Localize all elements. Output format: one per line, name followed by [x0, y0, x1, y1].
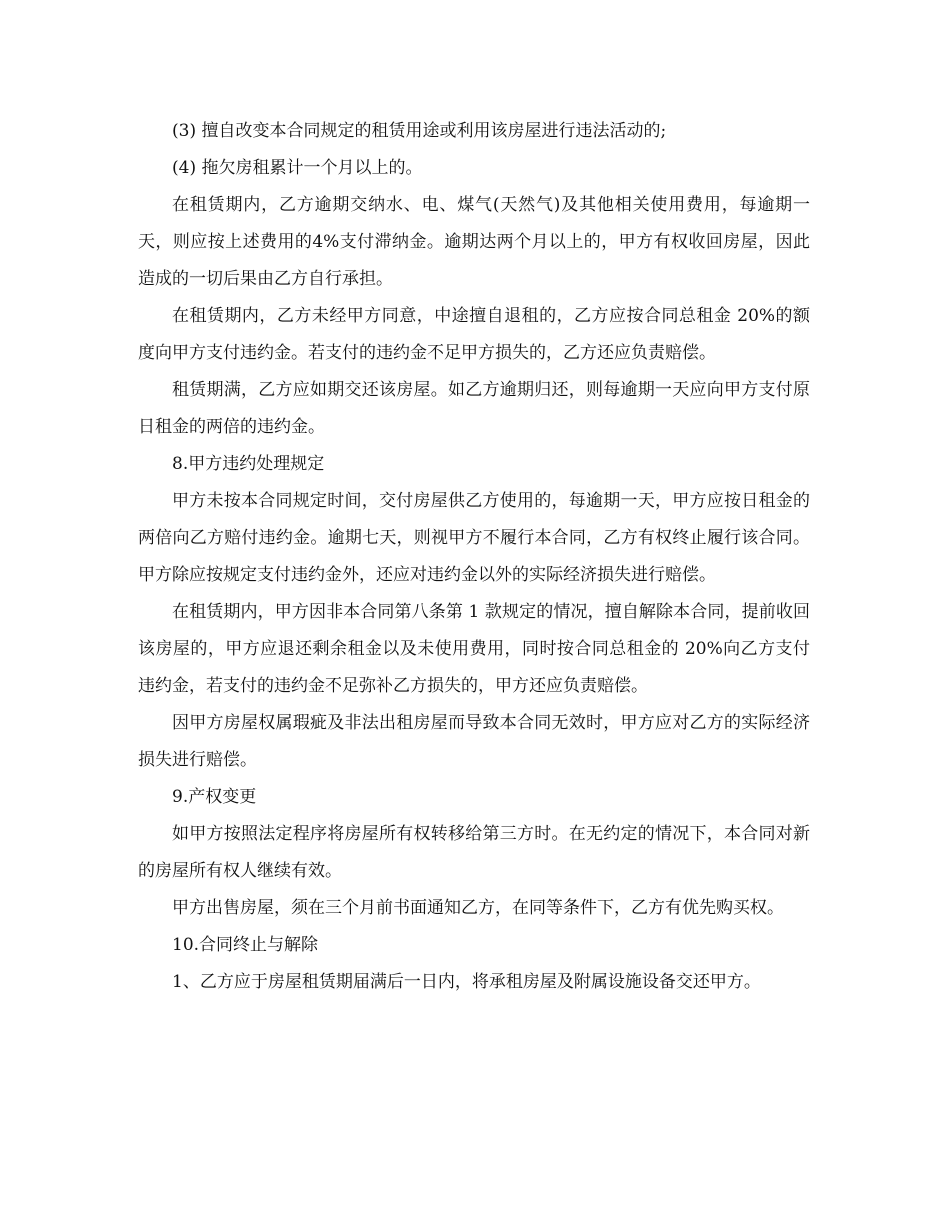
clause-3: (3) 擅自改变本合同规定的租赁用途或利用该房屋进行违法活动的;	[172, 121, 667, 141]
section-heading-9: 9.产权变更	[172, 787, 257, 807]
section-heading-10: 10.合同终止与解除	[172, 935, 319, 955]
paragraph-early-termination-tenant: 在租赁期内，乙方未经甲方同意，中途擅自退租的，乙方应按合同总租金 20%的额度向甲方支付违约金。若支付的违约金不足甲方损失的，乙方还应负责赔偿。	[138, 306, 810, 363]
paragraph-lease-expiry-return: 租赁期满，乙方应如期交还该房屋。如乙方逾期归还，则每逾期一天应向甲方支付原日租金的两倍的违约金。	[138, 380, 810, 437]
paragraph-landlord-late-delivery: 甲方未按本合同规定时间，交付房屋供乙方使用的，每逾期一天，甲方应按日租金的两倍向乙方赔付违约金。逾期七天，则视甲方不履行本合同，乙方有权终止履行该合同。甲方除应按规定支付违约金外，还应对违约金以外的实际经济损失进行赔偿。	[138, 491, 810, 585]
paragraph-landlord-early-termination: 在租赁期内，甲方因非本合同第八条第 1 款规定的情况，擅自解除本合同，提前收回该房屋的，甲方应退还剩余租金以及未使用费用，同时按合同总租金的 20%向乙方支付违约金，若支付的违约金不足弥补乙方损失的，甲方还应负责赔偿。	[138, 602, 810, 696]
paragraph-return-premises: 1、乙方应于房屋租赁期届满后一日内，将承租房屋及附属设施设备交还甲方。	[172, 972, 761, 992]
paragraph-right-of-first-refusal: 甲方出售房屋，须在三个月前书面通知乙方，在同等条件下，乙方有优先购买权。	[172, 898, 784, 918]
paragraph-late-utility-fees: 在租赁期内，乙方逾期交纳水、电、煤气(天然气)及其他相关使用费用，每逾期一天，则应按上述费用的4%支付滞纳金。逾期达两个月以上的，甲方有权收回房屋，因此造成的一切后果由乙方自行承担。	[138, 195, 810, 289]
paragraph-title-defect: 因甲方房屋权属瑕疵及非法出租房屋而导致本合同无效时，甲方应对乙方的实际经济损失进行赔偿。	[138, 713, 810, 770]
clause-4: (4) 拖欠房租累计一个月以上的。	[172, 158, 423, 178]
section-heading-8: 8.甲方违约处理规定	[172, 454, 325, 474]
paragraph-ownership-transfer: 如甲方按照法定程序将房屋所有权转移给第三方时。在无约定的情况下，本合同对新的房屋所有权人继续有效。	[138, 824, 810, 881]
document-body	[138, 113, 810, 1001]
